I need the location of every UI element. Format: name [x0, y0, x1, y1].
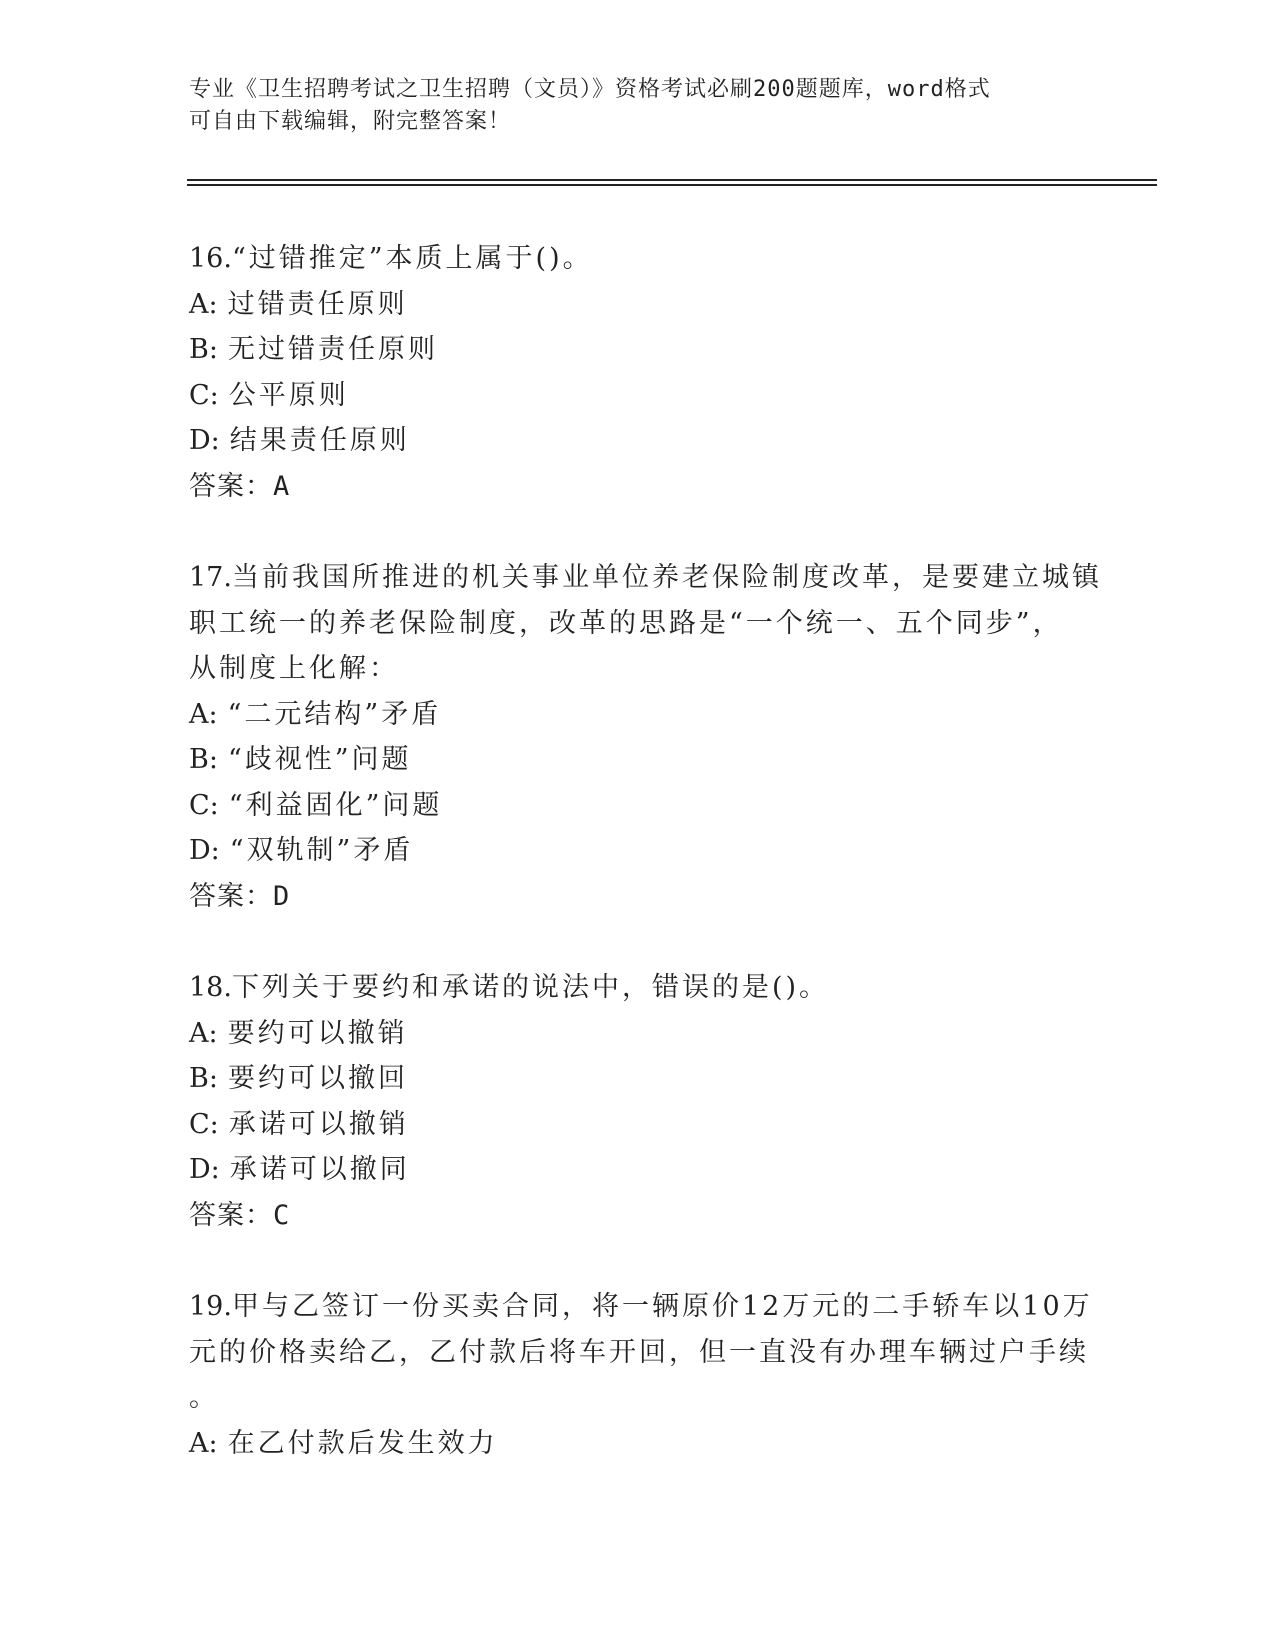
question-text-continued: 从制度上化解： — [189, 653, 399, 684]
option-key: D: — [189, 425, 220, 456]
answer-label: 答案： — [189, 470, 273, 502]
question-18 — [189, 965, 1089, 1238]
option-key: D: — [189, 835, 220, 866]
option-text: “二元结构”矛盾 — [227, 698, 442, 730]
option-key: B: — [189, 1063, 218, 1094]
option-text: 承诺可以撤销 — [228, 1108, 409, 1140]
answer-line — [189, 1193, 1089, 1239]
header-line-1: 专业《卫生招聘考试之卫生招聘（文员）》资格考试必刷200题题库，word格式 — [189, 77, 991, 102]
answer-value: C — [273, 1199, 291, 1231]
question-number: 19. — [189, 1291, 232, 1322]
option-key: B: — [189, 334, 218, 365]
question-text: “过错推定”本质上属于()。 — [231, 243, 593, 274]
question-stem — [189, 965, 1089, 1011]
option-text: 结果责任原则 — [229, 425, 410, 456]
option-c — [189, 1102, 1089, 1148]
question-number: 18. — [189, 972, 232, 1003]
option-text: 要约可以撤销 — [227, 1017, 408, 1049]
question-stem — [189, 555, 1102, 692]
option-key: C: — [189, 379, 219, 411]
header-line-2: 可自由下载编辑，附完整答案！ — [189, 109, 512, 134]
option-text: 公平原则 — [228, 379, 349, 411]
question-text-continued: 元的价格卖给乙，乙付款后将车开回，但一直没有办理车辆过户手续 — [189, 1336, 1089, 1368]
option-d — [189, 1147, 1089, 1193]
answer-label: 答案： — [189, 1199, 273, 1231]
question-16 — [189, 236, 1089, 509]
option-b — [189, 1056, 1089, 1102]
answer-line — [189, 874, 1089, 920]
option-b — [189, 737, 1089, 783]
option-key: C: — [189, 789, 219, 821]
question-text: 甲与乙签订一份买卖合同，将一辆原价12万元的二手轿车以10万 — [231, 1291, 1093, 1322]
answer-line — [189, 464, 1089, 510]
option-a — [189, 1421, 1089, 1467]
document-header — [189, 74, 1089, 138]
option-text: “双轨制”矛盾 — [229, 835, 414, 866]
header-divider-bottom — [187, 184, 1157, 186]
question-text-continued: 。 — [189, 1382, 219, 1413]
option-text: “歧视性”问题 — [227, 744, 412, 775]
option-b — [189, 327, 1089, 373]
answer-value: D — [273, 880, 291, 912]
question-19 — [189, 1284, 1093, 1466]
question-list — [189, 236, 1102, 1512]
option-a — [189, 692, 1089, 738]
option-key: C: — [189, 1108, 219, 1140]
option-key: D: — [189, 1154, 220, 1185]
question-number: 16. — [189, 243, 232, 274]
option-text: 承诺可以撤同 — [229, 1154, 410, 1185]
option-d — [189, 828, 1089, 874]
option-key: B: — [189, 744, 218, 775]
header-divider-top — [187, 179, 1157, 181]
option-text: 过错责任原则 — [227, 288, 408, 320]
answer-label: 答案： — [189, 880, 273, 912]
answer-value: A — [273, 470, 291, 502]
option-text: 要约可以撤回 — [227, 1063, 408, 1094]
question-number: 17. — [189, 562, 232, 593]
option-key: A: — [189, 698, 218, 730]
question-stem — [189, 236, 1089, 282]
option-a — [189, 282, 1089, 328]
option-key: A: — [189, 1017, 218, 1049]
question-text: 下列关于要约和承诺的说法中，错误的是()。 — [231, 972, 830, 1003]
option-c — [189, 373, 1089, 419]
question-stem — [189, 1284, 1093, 1421]
question-text-continued: 职工统一的养老保险制度，改革的思路是“一个统一、五个同步”， — [189, 607, 1063, 639]
option-text: 在乙付款后发生效力 — [227, 1427, 498, 1459]
option-a — [189, 1011, 1089, 1057]
option-key: A: — [189, 1427, 218, 1459]
option-c — [189, 783, 1089, 829]
question-text: 当前我国所推进的机关事业单位养老保险制度改革，是要建立城镇 — [231, 562, 1102, 593]
option-text: “利益固化”问题 — [228, 789, 443, 821]
option-key: A: — [189, 288, 218, 320]
option-text: 无过错责任原则 — [227, 334, 438, 365]
option-d — [189, 418, 1089, 464]
question-17 — [189, 555, 1102, 919]
